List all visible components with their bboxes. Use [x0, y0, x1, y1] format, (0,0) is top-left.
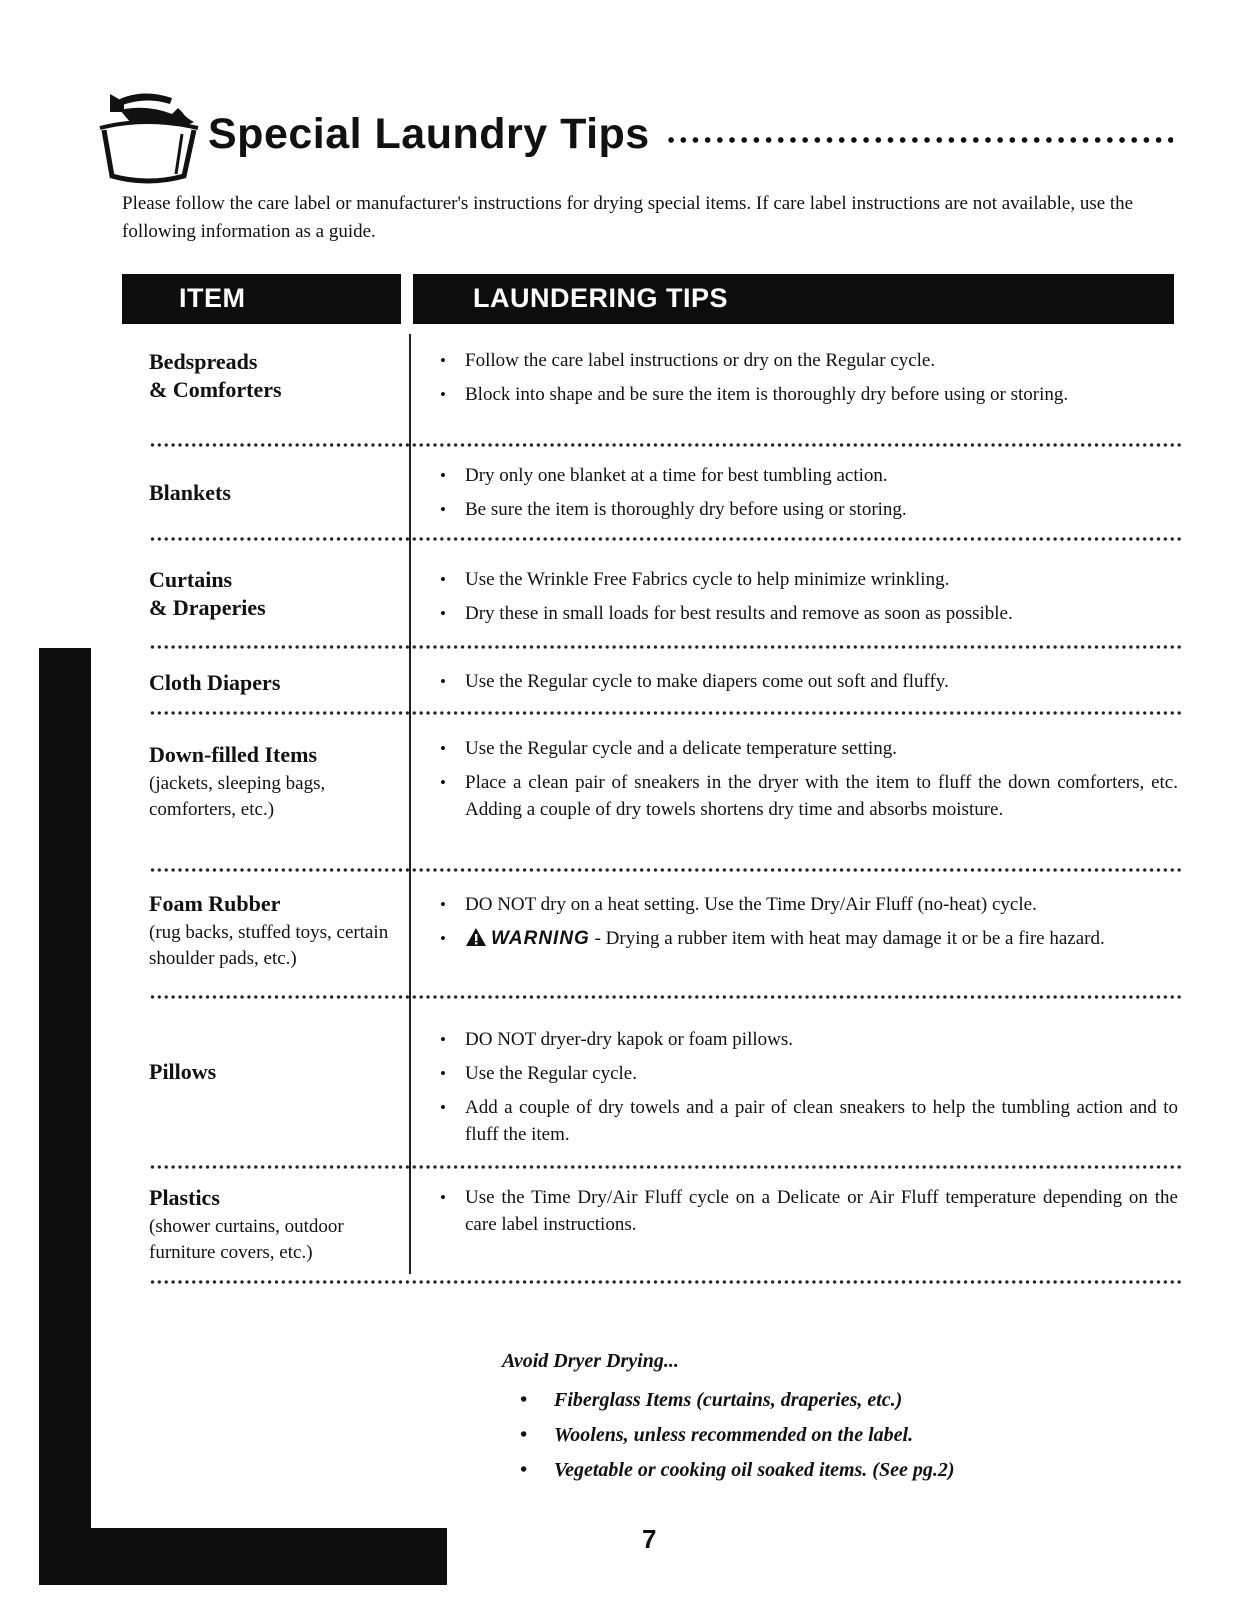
tip-item: • Block into shape and be sure the item is thoroughly dry before using or storing.: [440, 381, 1178, 408]
item-name: [149, 890, 399, 918]
tip-item: • Dry only one blanket at a time for best tumbling action.: [440, 462, 1178, 489]
warning-item: [440, 925, 1178, 952]
item-name-line: & Comforters: [149, 377, 282, 402]
item-name-line: Blankets: [149, 480, 231, 505]
column-header-item: [122, 274, 401, 324]
column-header-item-label: ITEM: [179, 283, 246, 313]
tip-list: [440, 566, 1178, 634]
column-divider: [409, 334, 411, 1274]
item-name-line: Cloth Diapers: [149, 670, 281, 695]
avoid-item: • Vegetable or cooking oil soaked items. (See pg.2): [520, 1453, 955, 1488]
tip-item: • Use the Time Dry/Air Fluff cycle on a Delicate or Air Fluff temperature depending on the care label instructions.: [440, 1184, 1178, 1238]
warning-label: WARNING: [491, 928, 590, 949]
title-dot-leader: [665, 133, 1173, 147]
item-name: [149, 1058, 399, 1086]
tip-list: [440, 347, 1178, 415]
row-separator: [149, 441, 1182, 449]
tip-item: • Use the Regular cycle.: [440, 1060, 1178, 1087]
row-separator: [149, 1163, 1182, 1171]
item-name: [149, 669, 399, 697]
warning-triangle-icon: [465, 927, 487, 947]
row-separator: [149, 993, 1182, 1001]
row-separator: [149, 709, 1182, 717]
row-separator: [149, 1278, 1182, 1286]
intro-paragraph: Please follow the care label or manufacturer's instructions for drying special items. If care label instructions are not available, use the following information as a guide.: [122, 193, 1134, 242]
page-number: 7: [642, 1524, 657, 1554]
column-header-tips-label: LAUNDERING TIPS: [473, 283, 729, 313]
item-name-line: Bedspreads: [149, 349, 258, 374]
warning-text: - Drying a rubber item with heat may damage it or be a fire hazard.: [589, 928, 1105, 949]
tip-item: • Place a clean pair of sneakers in the dryer with the item to fluff the down comforters, etc. Adding a couple of dry towels shortens dry time and absorbs moisture.: [440, 769, 1178, 823]
row-separator: [149, 643, 1182, 651]
tip-list: [440, 668, 1178, 702]
tip-list: [440, 462, 1178, 530]
tip-item: • DO NOT dry on a heat setting. Use the Time Dry/Air Fluff (no-heat) cycle.: [440, 891, 1178, 918]
tip-item: • DO NOT dryer-dry kapok or foam pillows.: [440, 1026, 1178, 1053]
item-name: [149, 348, 399, 404]
tip-item: • Dry these in small loads for best results and remove as soon as possible.: [440, 600, 1178, 627]
avoid-list: [520, 1383, 955, 1488]
tip-item: • Add a couple of dry towels and a pair of clean sneakers to help the tumbling action and to fluff the item.: [440, 1094, 1178, 1148]
item-name: [149, 1184, 399, 1212]
item-name-line: Pillows: [149, 1059, 217, 1084]
item-name: [149, 479, 399, 507]
tip-item: • Use the Wrinkle Free Fabrics cycle to help minimize wrinkling.: [440, 566, 1178, 593]
row-separator: [149, 535, 1182, 543]
avoid-heading: Avoid Dryer Drying...: [502, 1350, 679, 1372]
row-separator: [149, 866, 1182, 874]
tip-item: • Be sure the item is thoroughly dry before using or storing.: [440, 496, 1178, 523]
avoid-item: • Woolens, unless recommended on the label.: [520, 1418, 955, 1453]
item-name-line: Foam Rubber: [149, 891, 281, 916]
item-name-line: & Draperies: [149, 595, 266, 620]
item-description: (rug backs, stuffed toys, certain shoulder pads, etc.): [149, 922, 389, 969]
item-name-line: Curtains: [149, 567, 233, 592]
item-name-line: Down-filled Items: [149, 742, 318, 767]
tip-list: [440, 1184, 1178, 1245]
column-header-tips: [413, 274, 1174, 324]
tip-item: • Use the Regular cycle to make diapers come out soft and fluffy.: [440, 668, 1178, 695]
laundry-basket-icon: [90, 88, 202, 188]
item-name: [149, 566, 399, 622]
tip-list: [440, 735, 1178, 830]
item-description: (jackets, sleeping bags, comforters, etc.): [149, 773, 326, 820]
item-description: (shower curtains, outdoor furniture covers, etc.): [149, 1216, 344, 1263]
avoid-item: • Fiberglass Items (curtains, draperies, etc.): [520, 1383, 955, 1418]
tip-list: [440, 891, 1178, 959]
page-title: Special Laundry Tips: [208, 110, 650, 158]
footer-bar: [39, 1528, 447, 1585]
item-name-line: Plastics: [149, 1185, 220, 1210]
margin-bar: [39, 648, 91, 1585]
tip-item: • Follow the care label instructions or dry on the Regular cycle.: [440, 347, 1178, 374]
tip-item: • Use the Regular cycle and a delicate temperature setting.: [440, 735, 1178, 762]
item-name: [149, 741, 399, 769]
tip-list: [440, 1026, 1178, 1155]
